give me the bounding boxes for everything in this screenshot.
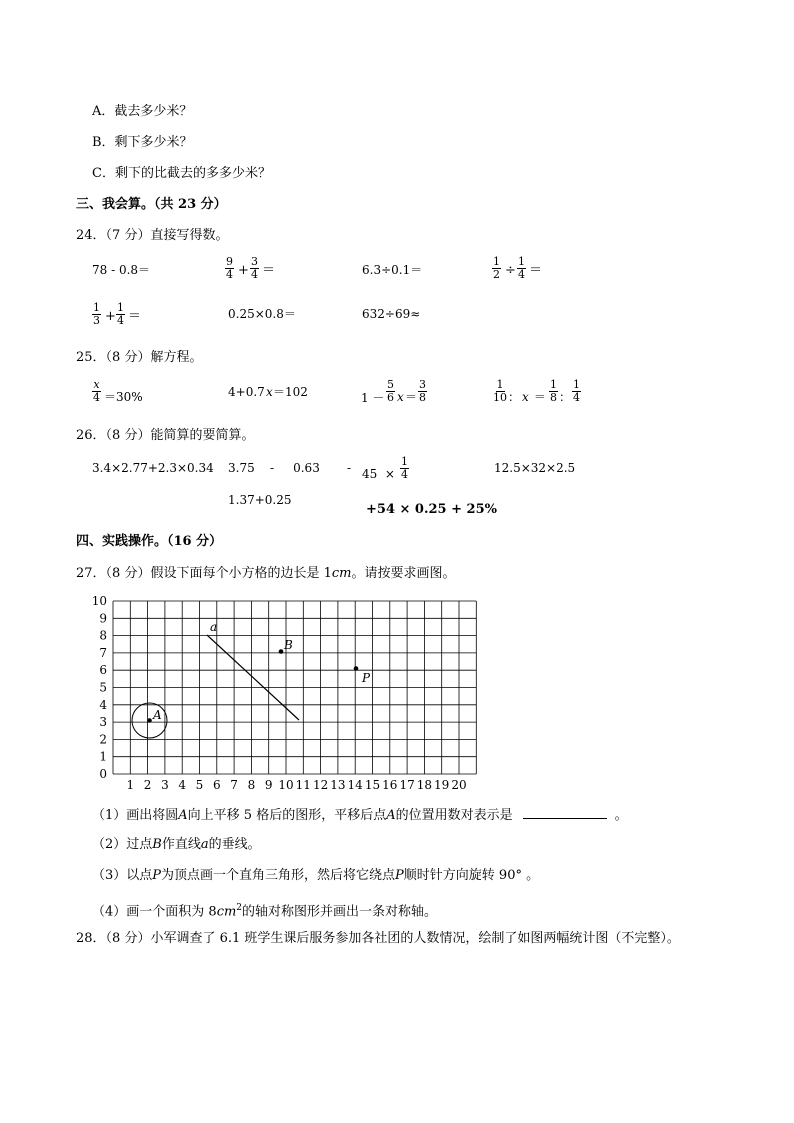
x-tick-label: 19: [434, 778, 450, 792]
fraction: [492, 379, 508, 404]
superscript: 2: [236, 903, 243, 913]
x-tick-label: 6: [212, 778, 221, 792]
x-tick-label: 3: [161, 778, 169, 792]
equation-left: 4+0.7: [228, 385, 265, 399]
denominator: 6: [387, 391, 394, 404]
option-c: C．剩下的比截去的多多少米？: [92, 166, 271, 181]
q24-title: 24．（7 分）直接写得数。: [76, 228, 229, 243]
fraction: [116, 302, 125, 327]
fraction: [418, 379, 427, 404]
y-tick-label: 4: [99, 697, 107, 712]
text: 作直线: [161, 837, 201, 852]
line-name: a: [200, 837, 209, 852]
coordinate-grid: [0, 590, 794, 800]
q27-sub-4: [92, 900, 437, 920]
point-name: A: [386, 808, 396, 823]
y-tick-label: 7: [99, 645, 107, 660]
x-tick-label: 2: [143, 778, 152, 792]
point-name: P: [395, 868, 404, 883]
x-tick-label: 9: [264, 778, 273, 792]
text: （1）画出将圆: [92, 808, 179, 823]
text: （4）画一个面积为 8: [92, 904, 217, 920]
point-name: P: [152, 868, 162, 883]
q27-sub-1: [92, 806, 628, 824]
y-tick-label: 10: [91, 594, 107, 608]
numerator: 9: [226, 255, 233, 268]
x-tick-label: 14: [347, 778, 363, 792]
x-tick-label: 13: [330, 778, 346, 792]
equals: ＝: [128, 309, 142, 324]
point-B: [279, 649, 284, 654]
fraction: [549, 379, 558, 404]
q28-title: 28．（8 分）小军调查了 6.1 班学生课后服务参加各社团的人数情况，绘制了如图两幅统计图（不完整）。: [76, 931, 680, 946]
y-tick-label: 2: [99, 732, 107, 747]
label-B: B: [284, 638, 293, 652]
q27-sub-3: [92, 868, 539, 884]
denominator: 10: [493, 391, 507, 404]
numerator: 1: [93, 301, 100, 314]
q26-title: 26．（8 分）能简算的要简算。: [76, 428, 255, 443]
denominator: 4: [518, 268, 525, 281]
fraction: [225, 256, 234, 281]
expression-part: +54 × 0.25 + 25%: [366, 502, 497, 517]
fraction: [400, 456, 409, 481]
numerator: x: [93, 378, 100, 391]
section-heading-3: 三、我会算。（共 23 分）: [76, 197, 227, 212]
y-tick-label: 0: [99, 767, 107, 781]
text: 的垂线。: [208, 837, 261, 852]
title-text: 。请按要求画图。: [351, 566, 456, 581]
x-tick-label: 18: [416, 778, 433, 792]
section-heading-4: 四、实践操作。（16 分）: [76, 534, 223, 549]
fraction: [492, 256, 501, 281]
colon: ：: [508, 390, 521, 404]
fraction: [92, 379, 101, 404]
point-name: A: [178, 808, 188, 823]
numerator: 5: [387, 378, 394, 391]
numerator: 3: [251, 255, 258, 268]
operator: +: [238, 263, 249, 278]
text: （2）过点: [92, 837, 153, 852]
y-tick-label: 8: [99, 628, 107, 643]
x-tick-label: 17: [399, 778, 415, 792]
q26-expr-2-top: 3.75 - 0.63: [228, 461, 320, 475]
x-tick-label: 11: [295, 778, 311, 792]
variable-x: x: [397, 390, 404, 404]
denominator: 4: [251, 268, 258, 281]
q25-title: 25．（8 分）解方程。: [76, 350, 203, 365]
numerator: 3: [419, 378, 426, 391]
q26-expr-1: 3.4×2.77+2.3×0.34: [92, 461, 214, 475]
text: 的位置用数对表示是: [395, 808, 513, 823]
label-P: P: [362, 671, 371, 685]
x-tick-label: 15: [364, 778, 381, 792]
variable-x: x: [522, 390, 529, 404]
colon: ：: [559, 390, 572, 404]
denominator: 4: [226, 268, 233, 281]
denominator: 4: [117, 314, 124, 327]
equation-rest: ＝30%: [104, 390, 143, 404]
fraction: [517, 256, 526, 281]
q24-expr-6: 0.25×0.8＝: [228, 307, 296, 321]
x-tick-label: 20: [451, 778, 467, 792]
title-text: 27．（8 分）假设下面每个小方格的边长是 1: [76, 566, 332, 581]
q24-expr-3: 6.3÷0.1＝: [362, 263, 423, 277]
equals: ＝: [529, 263, 543, 278]
fraction: [572, 379, 581, 404]
numerator: 1: [550, 378, 557, 391]
x-tick-label: 1: [126, 778, 135, 792]
equation-right: ＝102: [273, 385, 308, 399]
numerator: 1: [573, 378, 580, 391]
x-tick-label: 8: [247, 778, 256, 792]
fraction: [250, 256, 259, 281]
q26-expr-4: 12.5×32×2.5: [494, 461, 576, 475]
denominator: 8: [550, 391, 557, 404]
expression-part: 45 ×: [362, 467, 395, 481]
equals: ＝: [530, 390, 550, 404]
denominator: 3: [93, 314, 100, 327]
operator: ÷: [505, 263, 516, 278]
x-tick-label: 12: [312, 778, 329, 792]
equals: ＝: [262, 263, 276, 278]
denominator: 4: [573, 391, 580, 404]
numerator: 1: [518, 255, 525, 268]
answer-blank[interactable]: [523, 806, 607, 819]
y-tick-label: 9: [99, 611, 107, 626]
denominator: 8: [419, 391, 426, 404]
numerator: 1: [496, 378, 504, 391]
point-A: [147, 718, 152, 723]
label-a: a: [210, 620, 218, 634]
text: 向上平移 5 格后的图形，平移后点: [187, 808, 387, 823]
x-tick-label: 4: [178, 778, 187, 792]
x-tick-label: 7: [230, 778, 238, 792]
minus-sign: -: [347, 461, 352, 475]
x-tick-label: 16: [382, 778, 398, 792]
numerator: 1: [117, 301, 124, 314]
numerator: 1: [493, 255, 500, 268]
q27-title: [76, 566, 455, 582]
option-a: A．截去多少米？: [92, 104, 193, 119]
fraction: [386, 379, 395, 404]
variable-x: x: [266, 385, 273, 399]
q24-expr-7: 632÷69≈: [362, 307, 421, 321]
text: 顺时针方向旋转 90° 。: [403, 868, 540, 883]
text: 的轴对称图形并画出一条对称轴。: [242, 904, 438, 920]
operator: +: [105, 309, 116, 324]
numerator: 1: [401, 455, 408, 468]
y-tick-label: 6: [99, 663, 107, 678]
label-A: A: [153, 708, 162, 722]
q24-expr-1: 78 - 0.8＝: [92, 263, 151, 277]
text: （3）以点: [92, 868, 153, 883]
y-tick-label: 1: [99, 749, 107, 764]
text: 。: [614, 808, 628, 823]
grid-lines: [113, 601, 476, 774]
equals: ＝: [405, 390, 418, 404]
denominator: 4: [93, 391, 100, 404]
text: 为顶点画一个直角三角形，然后将它绕点: [161, 868, 396, 883]
y-tick-label: 3: [99, 715, 107, 730]
point-name: B: [152, 837, 162, 852]
q27-sub-2: [92, 837, 261, 853]
unit: cm: [331, 566, 352, 581]
denominator: 2: [493, 268, 500, 281]
x-tick-label: 10: [278, 778, 294, 792]
x-tick-label: 5: [195, 778, 204, 792]
equation-left: 1 －: [361, 391, 385, 405]
fraction: [92, 302, 101, 327]
q26-expr-2-bottom: 1.37+0.25: [228, 493, 292, 507]
y-tick-label: 5: [99, 680, 107, 695]
point-P: [354, 666, 359, 671]
denominator: 4: [401, 468, 408, 481]
option-b: B．剩下多少米？: [92, 135, 193, 150]
unit: cm: [216, 904, 237, 920]
